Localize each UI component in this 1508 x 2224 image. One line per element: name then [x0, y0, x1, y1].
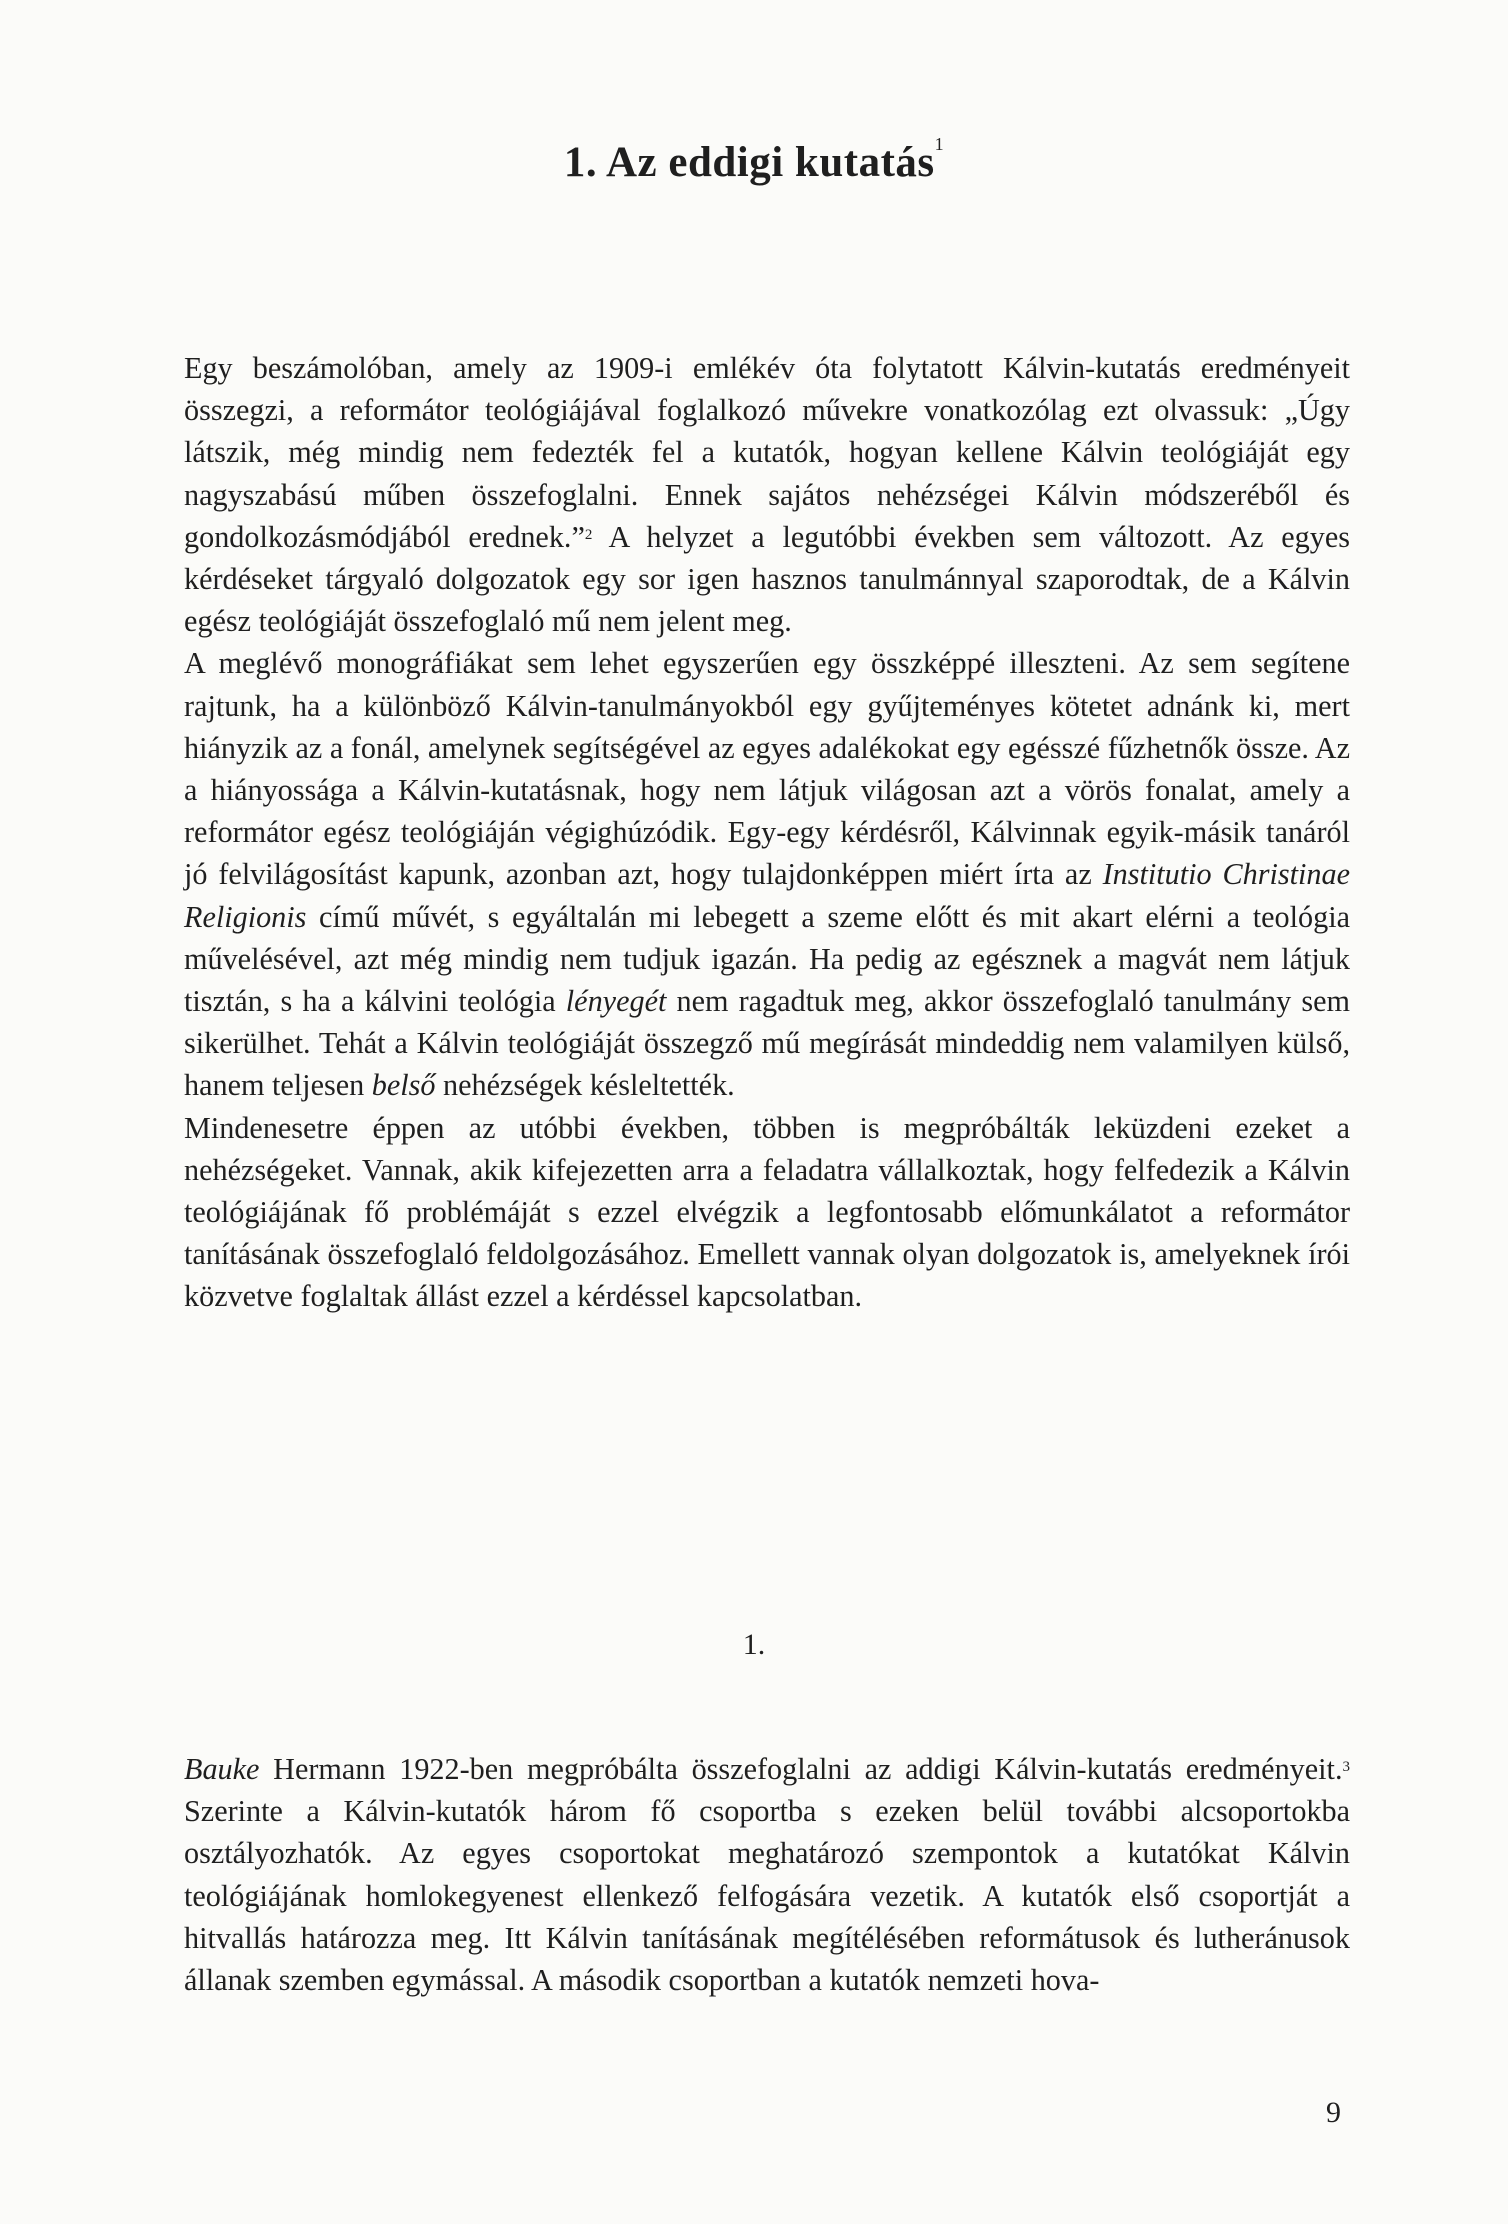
- emphasis: belső: [371, 1068, 436, 1103]
- paragraph-text: Egy beszámolóban, amely az 1909-i emlékév óta folytatott Kálvin-kutatás eredményeit összegzi, a reformátor teológiájával foglalkozó művekre vonatkozólag ezt olvassuk: „Úgy látszik, még mindig nem fedezték fel a kutatók, hogyan kellene Kálvin teológiáját egy nagyszabású műben összefoglalni. Ennek sajátos nehézségei Kálvin módszeréből és gondolkozásmódjából erednek.”: [184, 351, 1350, 554]
- author-name: Bauke: [184, 1752, 260, 1786]
- paragraph-2: [184, 642, 1350, 1106]
- chapter-heading: [0, 134, 1508, 187]
- chapter-heading-text: 1. Az eddigi kutatás: [563, 139, 935, 186]
- paragraph-text: Hermann 1922-ben megpróbálta összefoglalni az addigi Kálvin-kutatás eredményeit.: [259, 1752, 1343, 1786]
- paragraph-text: A helyzet a legutóbbi években sem változott. Az egyes kérdéseket tárgyaló dolgozatok egy sor igen hasznos tanulmánnyal szaporodtak, de a Kálvin egész teológiáját összefoglaló mű nem jelent meg.: [184, 519, 1350, 639]
- subsection-body: [184, 1748, 1350, 2001]
- book-title: Institutio Christinae Religionis: [184, 857, 1350, 934]
- subsection-number: 1.: [742, 1628, 766, 1661]
- paragraph-3: Mindenesetre éppen az utóbbi években, többen is megpróbálták leküzdeni ezeket a nehézségeket. Vannak, akik kifejezetten arra a feladatra vállalkoztak, hogy felfedezik a Kálvin teológiájának fő problémáját s ezzel elvégzik a legfontosabb előmunkálatot a reformátor tanításának összefoglaló feldolgozásához. Emellett vannak olyan dolgozatok is, amelyeknek írói közvetve foglaltak állást ezzel a kérdéssel kapcsolatban.: [184, 1110, 1350, 1314]
- paragraph-text: Szerinte a Kálvin-kutatók három fő csoportba s ezeken belül további alcsoportokba osztályozhatók. Az egyes csoportokat meghatározó szempontok a kutatókat Kálvin teológiájának homlokegyenest ellenkező felfogására vezetik. A kutatók első csoportját a hitvallás határozza meg. Itt Kálvin tanításának megítélésében reformátusok és lutheránusok állanak szemben egymással. A második csoportban a kutatók nemzeti hova-: [184, 1794, 1350, 1998]
- paragraph-text: nem ragadtuk meg, akkor összefoglaló tanulmány sem sikerülhet. Tehát a Kálvin teológiáját összegző mű megírását mindeddig nem valamilyen külső, hanem teljesen: [184, 984, 1350, 1103]
- footnote-marker: 1: [934, 134, 945, 154]
- paragraph-text: A meglévő monográfiákat sem lehet egyszerűen egy összképpé illeszteni. Az sem segítene rajtunk, ha a különböző Kálvin-tanulmányokból egy gyűjteményes kötetet adnánk ki, mert hiányzik az a fonál, amelynek segítségével az egyes adalékokat egy egésszé fűzhetnők össze. Az a hiányossága a Kálvin-kutatásnak, hogy nem látjuk világosan azt a vörös fonalat, amely a reformátor egész teológiáján végighúzódik. Egy-egy kérdésről, Kálvinnak egyik-másik tanáról jó felvilágosítást kapunk, azonban azt, hogy tulajdonképpen miért írta az: [184, 646, 1350, 892]
- footnote-marker: 3: [1342, 1759, 1350, 1775]
- paragraph-text: című művét, s egyáltalán mi lebegett a szeme előtt és mit akart elérni a teológia művelésével, azt még mindig nem tudjuk igazán. Ha pedig az egésznek a magvát nem látjuk tisztán, s ha a kálvini teológia: [184, 899, 1350, 1019]
- paragraph-1: [184, 347, 1350, 642]
- page-number: 9: [1326, 2096, 1341, 2129]
- footnote-marker: 2: [584, 526, 593, 543]
- paragraph-text: nehézségek késleltették.: [435, 1068, 735, 1103]
- section-body: [184, 347, 1350, 1318]
- emphasis: lényegét: [565, 984, 667, 1019]
- paragraph-4: [184, 1748, 1350, 2001]
